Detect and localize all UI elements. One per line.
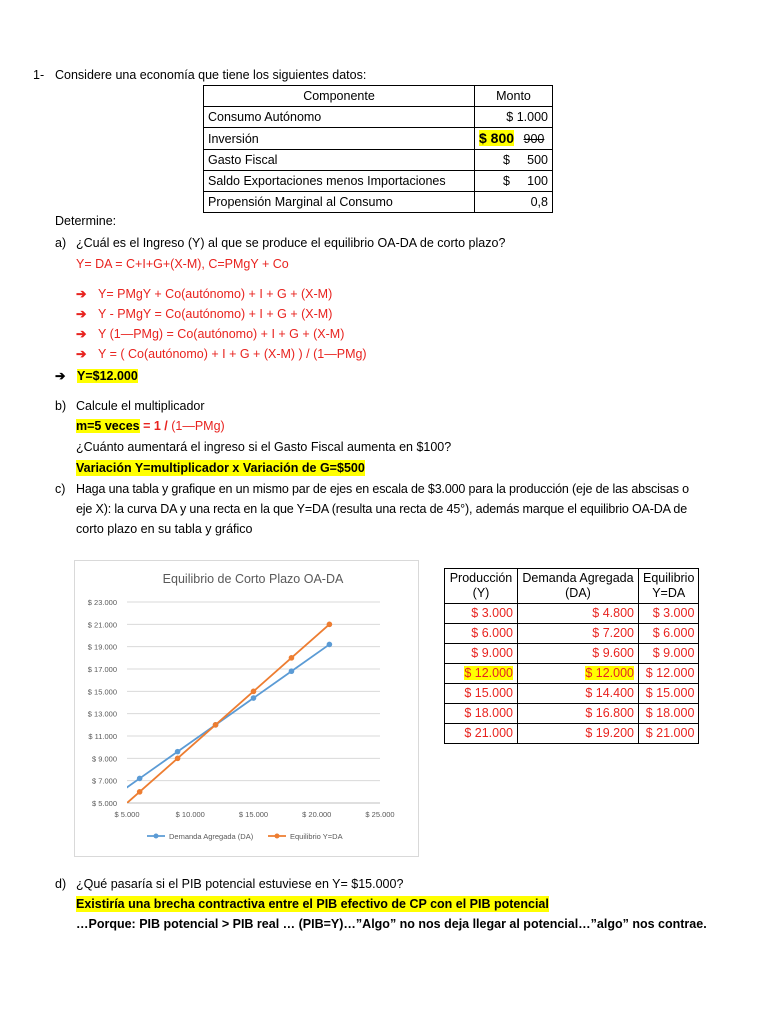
table-cell: $ 19.200 bbox=[518, 724, 639, 744]
table-cell: $ 16.800 bbox=[518, 704, 639, 724]
arrow-right-icon: ➔ bbox=[76, 287, 87, 301]
data-point bbox=[137, 776, 143, 782]
table-cell: $ 12.000 bbox=[445, 664, 518, 684]
y-tick-label: $ 13.000 bbox=[87, 709, 117, 719]
part-d-question: ¿Qué pasaría si el PIB potencial estuviese en Y= $15.000? bbox=[76, 877, 404, 891]
row-label: Saldo Exportaciones menos Importaciones bbox=[204, 171, 475, 192]
data-point bbox=[289, 655, 295, 661]
row-label: Propensión Marginal al Consumo bbox=[204, 192, 475, 213]
table-cell: $ 15.000 bbox=[445, 684, 518, 704]
equilibrium-chart bbox=[74, 560, 419, 857]
amount: 100 bbox=[527, 174, 548, 188]
part-a-letter: a) bbox=[55, 236, 67, 250]
arrow-right-icon: ➔ bbox=[76, 347, 87, 361]
table-cell: $ 9.000 bbox=[445, 644, 518, 664]
row-value bbox=[475, 171, 553, 192]
row-label: Consumo Autónomo bbox=[204, 107, 475, 128]
part-c-line2: eje X): la curva DA y una recta en la que Y=DA (resulta una recta de 45°), además marque el equilibrio OA-DA de bbox=[76, 502, 688, 516]
y-tick-label: $ 5.000 bbox=[91, 799, 117, 808]
data-point bbox=[327, 642, 333, 648]
data-point bbox=[99, 823, 105, 829]
table-cell: $ 7.200 bbox=[518, 624, 639, 644]
data-table bbox=[203, 85, 553, 213]
table-row bbox=[445, 604, 699, 624]
x-tick-label: $ 15.000 bbox=[238, 810, 269, 819]
y-tick-label: $ 7.000 bbox=[91, 776, 117, 786]
table-cell: $ 3.000 bbox=[445, 604, 518, 624]
multiplier-formula: (1—PMg) bbox=[171, 419, 225, 433]
row-value: $ 1.000 bbox=[475, 107, 553, 128]
header-componente: Componente bbox=[204, 86, 475, 107]
header-monto: Monto bbox=[475, 86, 553, 107]
data-point bbox=[251, 689, 257, 695]
table-row bbox=[445, 664, 699, 684]
x-tick-label: $ 25.000 bbox=[365, 810, 395, 819]
part-b-answer2: Variación Y=multiplicador x Variación de G=$500 bbox=[76, 461, 365, 475]
row-label: Inversión bbox=[204, 128, 475, 150]
step-text: Y= PMgY + Co(autónomo) + I + G + (X-M) bbox=[98, 287, 333, 301]
y-tick-label: $ 9.000 bbox=[91, 754, 117, 764]
arrow-right-icon: ➔ bbox=[76, 327, 87, 341]
y-tick-label: $ 17.000 bbox=[87, 665, 117, 674]
part-c-line3: corto plazo en su tabla y gráfico bbox=[76, 522, 253, 536]
step-text: Y (1—PMg) = Co(autónomo) + I + G + (X-M) bbox=[98, 327, 345, 341]
x-tick-label: $ 10.000 bbox=[175, 810, 205, 819]
step-line bbox=[76, 286, 332, 302]
data-point bbox=[137, 789, 143, 795]
y-tick-label: $ 11.000 bbox=[88, 732, 117, 741]
table-cell: $ 18.000 bbox=[639, 704, 699, 724]
y-tick-label: $ 15.000 bbox=[87, 687, 117, 697]
table-row bbox=[445, 624, 699, 644]
multiplier-answer: m=5 veces bbox=[76, 419, 140, 433]
table-cell: $ 18.000 bbox=[445, 704, 518, 724]
table-cell: $ 9.600 bbox=[518, 644, 639, 664]
table-cell: $ 12.000 bbox=[639, 664, 699, 684]
part-b-letter: b) bbox=[55, 399, 67, 413]
series-group bbox=[99, 622, 332, 829]
new-value: $ 800 bbox=[479, 130, 515, 146]
amount: 500 bbox=[527, 153, 548, 167]
x-tick-label: $ 20.000 bbox=[302, 810, 332, 819]
determine-label: Determine: bbox=[55, 214, 117, 228]
currency-sign: $ bbox=[503, 174, 510, 188]
legend-marker bbox=[154, 834, 159, 839]
chart-svg bbox=[75, 561, 418, 856]
table-row bbox=[445, 724, 699, 744]
question-number: 1- bbox=[33, 68, 45, 82]
data-point bbox=[251, 695, 257, 701]
currency-sign: $ bbox=[503, 153, 510, 167]
multiplier-line bbox=[76, 418, 225, 434]
step-line bbox=[76, 306, 332, 322]
header-produccion: Producción (Y) bbox=[445, 569, 518, 604]
multiplier-eq: = 1 / bbox=[139, 419, 172, 433]
legend-marker bbox=[275, 834, 280, 839]
part-b-question2: ¿Cuánto aumentará el ingreso si el Gasto Fiscal aumenta en $100? bbox=[76, 440, 452, 454]
x-tick-label: $ 5.000 bbox=[114, 810, 140, 819]
y-tick-label: $ 23.000 bbox=[87, 598, 117, 607]
header-demanda: Demanda Agregada (DA) bbox=[518, 569, 639, 604]
arrow-right-icon: ➔ bbox=[55, 369, 66, 383]
part-a-question: ¿Cuál es el Ingreso (Y) al que se produce el equilibrio OA-DA de corto plazo? bbox=[76, 236, 506, 250]
data-point bbox=[175, 749, 181, 755]
old-value: 900 bbox=[523, 132, 545, 146]
step-line bbox=[76, 346, 367, 362]
row-value bbox=[475, 150, 553, 171]
part-c-line1: Haga una tabla y grafique en un mismo par de ejes en escala de $3.000 para la producción (eje de las abscisas o bbox=[76, 482, 689, 496]
arrow-right-icon: ➔ bbox=[76, 307, 87, 321]
table-row bbox=[445, 644, 699, 664]
result-line bbox=[55, 368, 138, 384]
table-cell: $ 21.000 bbox=[639, 724, 699, 744]
legend-label: Equilibrio Y=DA bbox=[290, 832, 343, 841]
part-b-question: Calcule el multiplicador bbox=[76, 399, 205, 413]
header-equilibrio: Equilibrio Y=DA bbox=[639, 569, 699, 604]
step-text: Y = ( Co(autónomo) + I + G + (X-M) ) / (1—PMg) bbox=[98, 347, 367, 361]
y-tick-label: $ 19.000 bbox=[87, 642, 117, 652]
table-cell: $ 9.000 bbox=[639, 644, 699, 664]
question-intro: Considere una economía que tiene los siguientes datos: bbox=[55, 68, 367, 82]
result-value: Y=$12.000 bbox=[77, 369, 138, 383]
part-d-answer: Existiría una brecha contractiva entre el PIB efectivo de CP con el PIB potencial bbox=[76, 897, 549, 911]
part-c-letter: c) bbox=[55, 482, 66, 496]
row-label: Gasto Fiscal bbox=[204, 150, 475, 171]
step-line bbox=[76, 326, 344, 342]
table-cell: $ 14.400 bbox=[518, 684, 639, 704]
y-tick-label: $ 21.000 bbox=[87, 620, 117, 630]
data-point bbox=[213, 722, 219, 728]
data-point bbox=[289, 668, 295, 674]
part-a-formula: Y= DA = C+I+G+(X-M), C=PMgY + Co bbox=[76, 257, 289, 271]
chart-title: Equilibrio de Corto Plazo OA-DA bbox=[162, 572, 344, 586]
table-cell: $ 3.000 bbox=[639, 604, 699, 624]
table-cell: $ 6.000 bbox=[445, 624, 518, 644]
data-point bbox=[327, 622, 333, 628]
part-d-explanation: …Porque: PIB potencial > PIB real … (PIB=Y)…”Algo” no nos deja llegar al potencial…”algo” nos contrae. bbox=[76, 917, 707, 931]
data-point bbox=[175, 756, 181, 762]
step-text: Y - PMgY = Co(autónomo) + I + G + (X-M) bbox=[98, 307, 333, 321]
table-cell: $ 21.000 bbox=[445, 724, 518, 744]
table-cell: $ 15.000 bbox=[639, 684, 699, 704]
table-cell: $ 6.000 bbox=[639, 624, 699, 644]
table-cell: $ 4.800 bbox=[518, 604, 639, 624]
row-value-inversion bbox=[475, 128, 553, 150]
equilibrium-table bbox=[444, 568, 699, 744]
table-row bbox=[445, 704, 699, 724]
row-value: 0,8 bbox=[475, 192, 553, 213]
table-row bbox=[445, 684, 699, 704]
part-d-letter: d) bbox=[55, 877, 67, 891]
table-cell: $ 12.000 bbox=[518, 664, 639, 684]
legend-label: Demanda Agregada (DA) bbox=[169, 832, 254, 841]
